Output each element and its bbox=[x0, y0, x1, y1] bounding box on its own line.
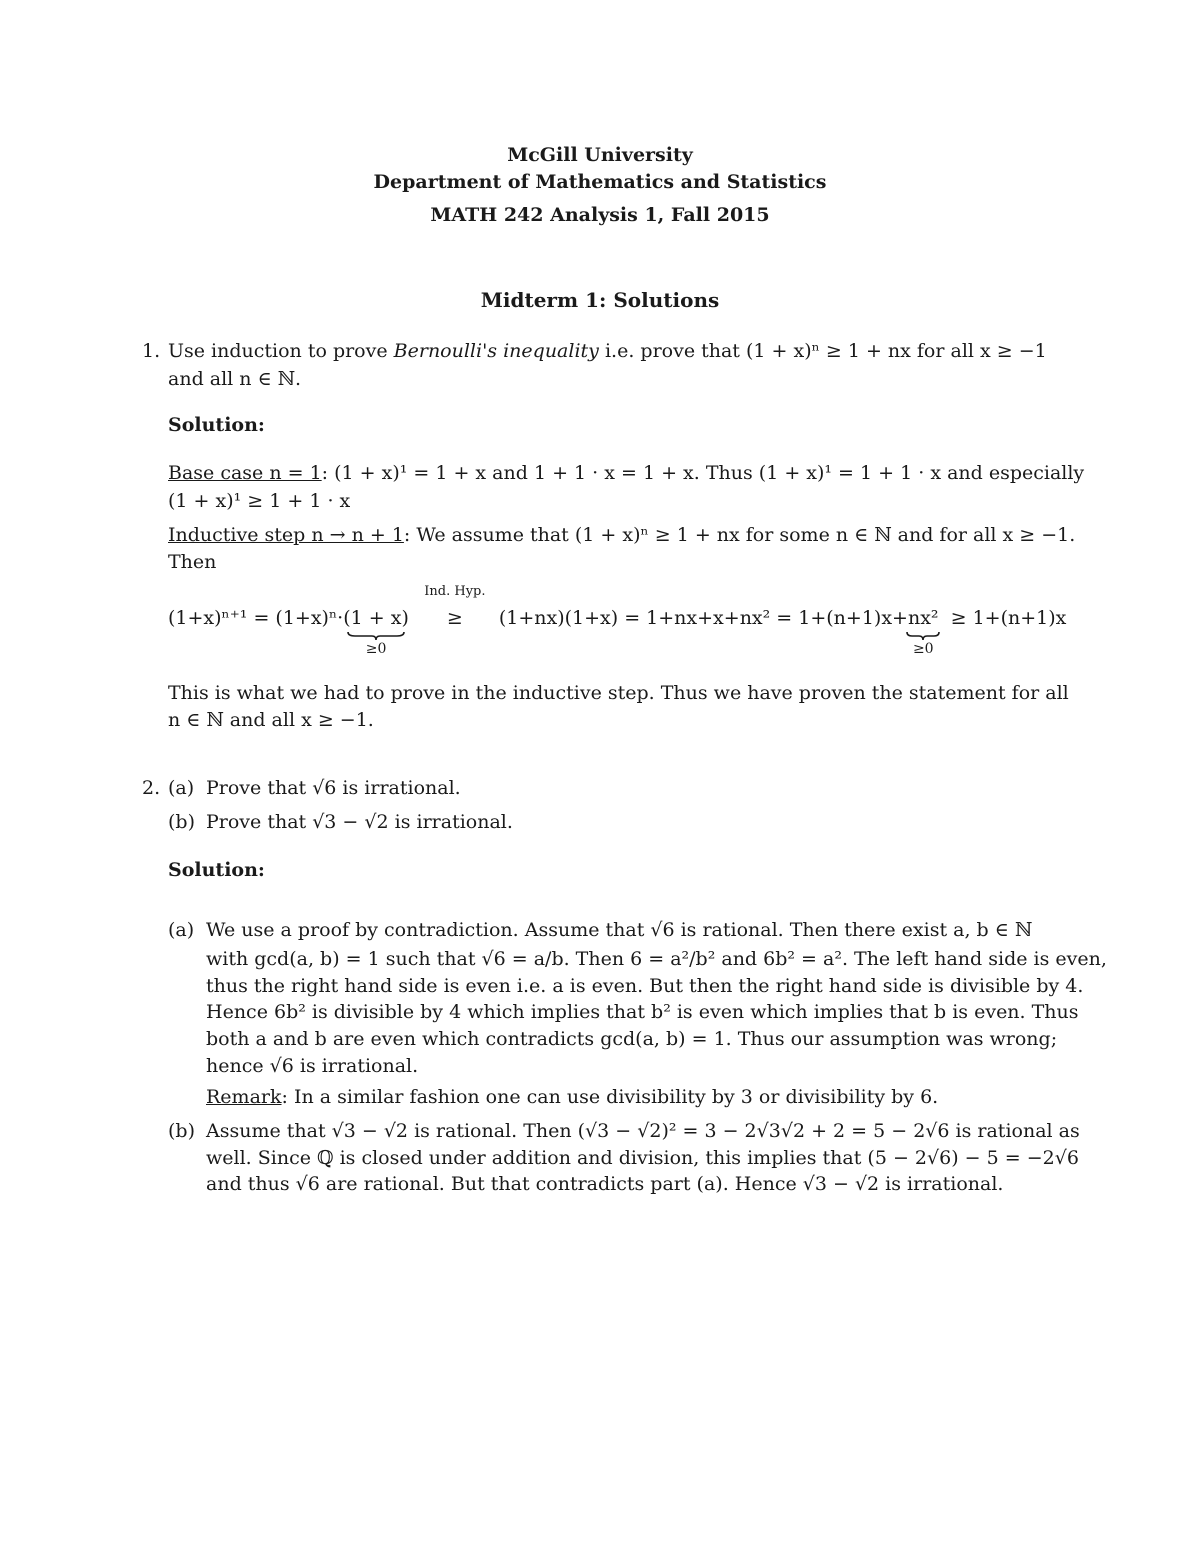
eq-rhs: ≥ 1+(n+1)x bbox=[950, 607, 1067, 629]
solution-2a-line: Hence 6b² is divisible by 4 which implies that b² is even which implies that b is even. Thus bbox=[206, 1001, 1079, 1023]
inductive-step-then: Then bbox=[168, 551, 217, 573]
base-case bbox=[168, 460, 1084, 486]
question-2b-label: (b) bbox=[168, 811, 195, 833]
prompt-text: Use induction to prove bbox=[168, 340, 394, 362]
university-name: McGill University bbox=[507, 144, 693, 166]
solution-2b-line: Assume that √3 − √2 is rational. Then (√3 − √2)² = 3 − 2√3√2 + 2 = 5 − 2√6 is rational as bbox=[206, 1120, 1080, 1142]
base-case-label: Base case n = 1 bbox=[168, 462, 322, 484]
course-title: MATH 242 Analysis 1, Fall 2015 bbox=[430, 204, 770, 226]
remark bbox=[206, 1084, 938, 1110]
remark-text: : In a similar fashion one can use divisibility by 3 or divisibility by 6. bbox=[281, 1086, 939, 1108]
conclusion-line-2: n ∈ ℕ and all x ≥ −1. bbox=[168, 709, 374, 731]
eq-brace1-term: (1 + x) bbox=[343, 607, 409, 629]
solution-2a-line: with gcd(a, b) = 1 such that √6 = a/b. Then 6 = a²/b² and 6b² = a². The left hand side is even, bbox=[206, 948, 1107, 970]
question-1-prompt bbox=[168, 338, 1047, 364]
solution-2a-line: both a and b are even which contradicts gcd(a, b) = 1. Thus our assumption was wrong; bbox=[206, 1028, 1058, 1050]
eq-brace2-annotation bbox=[906, 631, 940, 657]
eq-lhs: (1+x)ⁿ⁺¹ = (1+x)ⁿ· bbox=[168, 607, 344, 629]
solution-label-2: Solution: bbox=[168, 859, 265, 881]
base-case-text: : (1 + x)¹ = 1 + x and 1 + 1 · x = 1 + x. Thus (1 + x)¹ = 1 + 1 · x and especially bbox=[321, 462, 1085, 484]
department-name: Department of Mathematics and Statistics bbox=[373, 171, 827, 193]
question-2-number: 2. bbox=[142, 777, 161, 799]
inductive-step-text: : We assume that (1 + x)ⁿ ≥ 1 + nx for some n ∈ ℕ and for all x ≥ −1. bbox=[403, 524, 1076, 546]
solution-2b-line: and thus √6 are rational. But that contradicts part (a). Hence √3 − √2 is irrational. bbox=[206, 1173, 1004, 1195]
solution-2a-line: We use a proof by contradiction. Assume that √6 is rational. Then there exist a, b ∈ ℕ bbox=[206, 919, 1033, 941]
eq-underbrace-2 bbox=[907, 605, 939, 657]
solution-2a-line: thus the right hand side is even i.e. a is even. But then the right hand side is divisible by 4. bbox=[206, 975, 1084, 997]
solution-label-1: Solution: bbox=[168, 414, 265, 436]
question-2a-label: (a) bbox=[168, 777, 195, 799]
solution-2a-label: (a) bbox=[168, 919, 195, 941]
base-case-cont: (1 + x)¹ ≥ 1 + 1 · x bbox=[168, 490, 351, 512]
eq-brace2-term: nx² bbox=[907, 607, 939, 629]
solution-2a-line: hence √6 is irrational. bbox=[206, 1055, 419, 1077]
eq-underbrace-1 bbox=[343, 605, 409, 657]
eq-indhyp-geq bbox=[424, 584, 486, 631]
remark-label: Remark bbox=[206, 1086, 282, 1108]
question-1-number: 1. bbox=[142, 340, 161, 362]
induction-equation bbox=[168, 584, 1108, 657]
eq-brace2-note: ≥0 bbox=[912, 641, 934, 657]
underbrace-icon bbox=[906, 631, 940, 641]
inductive-step-label: Inductive step n → n + 1 bbox=[168, 524, 404, 546]
inductive-step bbox=[168, 522, 1075, 548]
underbrace-icon bbox=[347, 631, 405, 641]
eq-indhyp-label: Ind. Hyp. bbox=[424, 584, 486, 599]
conclusion-line-1: This is what we had to prove in the inductive step. Thus we have proven the statement for all bbox=[168, 682, 1069, 704]
prompt-italic: Bernoulli's inequality bbox=[393, 340, 599, 362]
question-2b-text: Prove that √3 − √2 is irrational. bbox=[206, 811, 513, 833]
eq-geq: ≥ bbox=[446, 607, 463, 629]
question-1-prompt-cont: and all n ∈ ℕ. bbox=[168, 368, 302, 390]
solution-2b-line: well. Since ℚ is closed under addition and division, this implies that (5 − 2√6) − 5 = −2√6 bbox=[206, 1147, 1079, 1169]
question-2a-text: Prove that √6 is irrational. bbox=[206, 777, 461, 799]
eq-brace1-annotation bbox=[347, 631, 405, 657]
prompt-text-2: i.e. prove that (1 + x)ⁿ ≥ 1 + nx for all x ≥ −1 bbox=[598, 340, 1047, 362]
eq-mid: (1+nx)(1+x) = 1+nx+x+nx² = 1+(n+1)x+ bbox=[498, 607, 908, 629]
solution-2b-label: (b) bbox=[168, 1120, 195, 1142]
eq-brace1-note: ≥0 bbox=[365, 641, 387, 657]
page-title: Midterm 1: Solutions bbox=[480, 288, 720, 312]
